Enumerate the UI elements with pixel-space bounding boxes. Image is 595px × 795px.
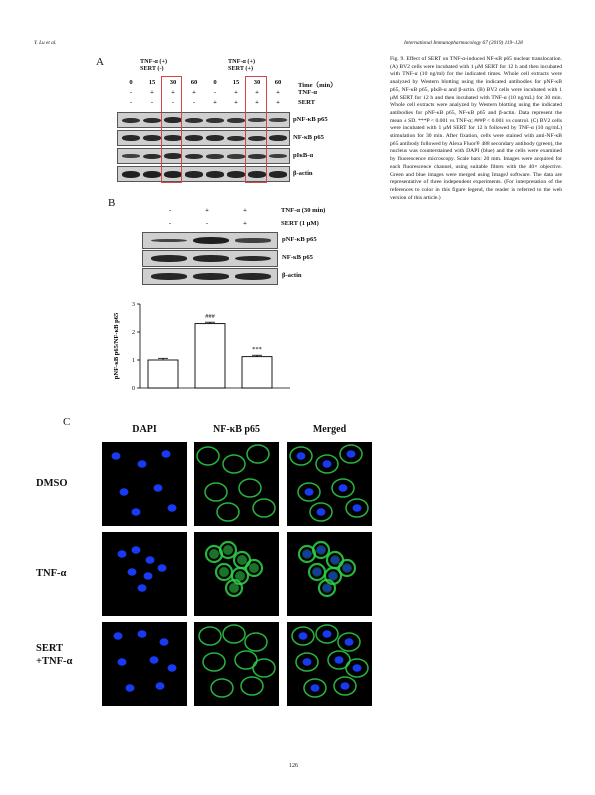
caption-body: (A) BV2 cells were incubated with 1 μM SERT for 12 h and then incubated with TNF-α (10 ng/ml) for the indicated times. Whole cell extracts were analyzed by Western blotting using the indicated antibodies for pNF-κB p65, NF-κB p65, pIκB-α and β-actin. (B) BV2 cells were incubated with 1 μM SERT for 12 h and then incubated with TNF-α (10 ng/mL) for 30 min. Whole cell extracts were analyzed by Western blotting using the indicated antibodies for pNF-κB p65, NF-κB p65 and β-actin. Data represent the mean ± SD. ***P < 0.001 vs TNF-α; ###P < 0.001 vs control. (C) BV2 cells were incubated with 1 μM SERT for 12 h followed by TNF-α (10 ng/mL) stimulation for 30 min. After fixation, cells were stained with anti-NF-κB p65 antibody followed by Alexa Fluor® 488 secondary antibody (green), the nucleus was counterstained with DAPI (blue) and the cells were examined by fluorescence microscopy. Scale bars: 20 mm. Images were acquired for each fluorescence channel, using suitable filters with the 40× objective. Green and blue images were merged using ImageJ software. The data are representative of three independent experiments. (For interpretation of the references to color in this figure legend, the reader is referred to the web version of this article.)	[390, 63, 562, 201]
dapi-nucleus	[118, 658, 127, 666]
panel-a-letter: A	[96, 56, 104, 68]
dapi-nucleus	[317, 508, 326, 516]
dapi-nucleus	[158, 564, 167, 572]
micrograph-1-2	[287, 532, 372, 616]
micrograph-image	[194, 622, 279, 706]
dapi-nucleus	[347, 450, 356, 458]
band	[206, 171, 224, 177]
nfkb-cell	[223, 625, 245, 643]
nfkb-nuclear-signal	[249, 563, 259, 573]
group2-line1: TNF-α (+)	[228, 58, 256, 65]
dapi-nucleus	[353, 664, 362, 672]
band	[151, 239, 187, 243]
nfkb-cell	[217, 503, 239, 521]
bar-0	[148, 360, 178, 388]
band	[269, 154, 287, 158]
time-value-2: 30	[169, 79, 177, 86]
running-header-right: International Immunopharmacology 67 (2019) 119–128	[404, 40, 523, 46]
dapi-nucleus	[168, 504, 177, 512]
dapi-nucleus	[132, 546, 141, 554]
band	[185, 118, 203, 123]
band	[193, 255, 229, 261]
micrograph-image	[102, 442, 187, 526]
micrograph-image	[102, 622, 187, 706]
sert-sign-1: -	[150, 99, 154, 106]
significance-label-1: ###	[205, 313, 215, 321]
nfkb-cell	[203, 653, 225, 671]
band	[227, 154, 245, 159]
nfkb-cell	[211, 679, 233, 697]
nfkb-cell	[247, 445, 269, 463]
micrograph-image	[287, 622, 372, 706]
micrograph-image	[102, 532, 187, 616]
group1-condition	[140, 58, 167, 72]
blot-a-label-3: β-actin	[293, 170, 313, 177]
micrograph-image	[287, 532, 372, 616]
band	[227, 118, 245, 123]
blot-b-2	[142, 268, 278, 285]
b-sert-sign-1: -	[205, 220, 209, 227]
micrograph-0-0	[102, 442, 187, 526]
dapi-nucleus	[335, 656, 344, 664]
dapi-nucleus	[118, 550, 127, 558]
bar-2	[242, 357, 272, 388]
band	[206, 118, 224, 123]
band	[235, 238, 271, 242]
b-tnf-sign-0: -	[168, 207, 172, 214]
highlight-box-30min-group1	[161, 76, 182, 183]
blot-b-1	[142, 250, 278, 267]
nfkb-cell	[223, 455, 245, 473]
sert-sign-6: +	[255, 99, 259, 106]
nfkb-nuclear-signal	[219, 567, 229, 577]
tnf-sign-5: +	[234, 89, 238, 96]
band	[151, 255, 187, 261]
band	[143, 154, 161, 160]
blot-b-label-2: β-actin	[282, 272, 302, 279]
micrograph-2-0	[102, 622, 187, 706]
blot-a-label-1: NF-κB p65	[293, 134, 324, 141]
sert-sign-0: -	[129, 99, 133, 106]
figure-caption	[390, 56, 562, 202]
bar-1	[195, 324, 225, 388]
micrograph-2-1	[194, 622, 279, 706]
band	[269, 171, 287, 177]
dapi-nucleus	[132, 508, 141, 516]
band	[227, 171, 245, 177]
band	[269, 118, 287, 122]
band	[269, 135, 287, 141]
row-header-0: DMSO	[36, 478, 68, 489]
group2-condition	[228, 58, 255, 72]
time-value-3: 60	[190, 79, 198, 86]
row-header-1: TNF-α	[36, 568, 67, 579]
time-value-5: 15	[232, 79, 240, 86]
significance-label-2: ***	[252, 346, 262, 354]
dapi-nucleus	[353, 504, 362, 512]
column-header-1: NF-κB p65	[213, 424, 260, 435]
page-number: 126	[289, 763, 298, 769]
dapi-nucleus	[162, 450, 171, 458]
blot-a-label-2: pIκB-α	[293, 152, 314, 159]
nfkb-cell	[199, 627, 221, 645]
b-sert-sign-2: +	[243, 220, 247, 227]
band	[122, 135, 140, 141]
dapi-nucleus	[168, 664, 177, 672]
dapi-nucleus	[138, 630, 147, 638]
row-header-2: SERT +TNF-α	[36, 643, 73, 667]
running-header-left: Y. Lu et al.	[34, 40, 57, 46]
dapi-nucleus	[323, 630, 332, 638]
b-sert-label: SERT (1 μM)	[281, 220, 319, 227]
dapi-nucleus	[156, 682, 165, 690]
dapi-nucleus	[114, 632, 123, 640]
dapi-nucleus	[138, 584, 147, 592]
dapi-nucleus	[303, 550, 312, 558]
nfkb-cell	[197, 447, 219, 465]
band	[193, 237, 229, 244]
dapi-nucleus	[297, 452, 306, 460]
time-value-1: 15	[148, 79, 156, 86]
nfkb-cell	[241, 677, 263, 695]
time-value-0: 0	[129, 79, 133, 86]
group2-line2: SERT (+)	[228, 65, 254, 72]
panel-b-letter: B	[108, 197, 116, 209]
band	[151, 273, 187, 279]
y-tick-label: 3	[132, 302, 135, 308]
blot-b-label-0: pNF-κB p65	[282, 236, 317, 243]
dapi-nucleus	[138, 460, 147, 468]
time-label: Time（min）	[298, 82, 337, 89]
y-tick-label: 0	[132, 386, 135, 392]
b-sert-sign-0: -	[168, 220, 172, 227]
band	[235, 256, 271, 262]
tnf-sign-1: +	[150, 89, 154, 96]
panel-c-letter: C	[63, 416, 71, 428]
y-tick-label: 2	[132, 330, 135, 336]
dapi-nucleus	[323, 584, 332, 592]
time-value-7: 60	[274, 79, 282, 86]
blot-b-0	[142, 232, 278, 249]
band	[235, 273, 271, 279]
blot-a-label-0: pNF-κB p65	[293, 116, 328, 123]
dapi-nucleus	[128, 568, 137, 576]
dapi-nucleus	[311, 684, 320, 692]
micrograph-2-2	[287, 622, 372, 706]
nfkb-nuclear-signal	[237, 555, 247, 565]
y-tick-label: 1	[132, 358, 135, 364]
nfkb-nuclear-signal	[229, 583, 239, 593]
nfkb-nuclear-signal	[209, 549, 219, 559]
micrograph-image	[194, 442, 279, 526]
dapi-nucleus	[339, 484, 348, 492]
b-tnf-sign-1: +	[205, 207, 209, 214]
b-tnf-sign-2: +	[243, 207, 247, 214]
dapi-nucleus	[144, 572, 153, 580]
tnf-sign-0: -	[129, 89, 133, 96]
dapi-nucleus	[317, 546, 326, 554]
column-header-0: DAPI	[132, 424, 157, 435]
micrograph-image	[194, 532, 279, 616]
dapi-nucleus	[305, 488, 314, 496]
dapi-nucleus	[112, 452, 121, 460]
group1-line1: TNF-α (+)	[140, 58, 168, 65]
nfkb-cell	[239, 479, 261, 497]
sert-sign-3: -	[192, 99, 196, 106]
sert-sign-7: +	[276, 99, 280, 106]
highlight-box-30min-group2	[245, 76, 267, 183]
sert-sign-5: +	[234, 99, 238, 106]
band	[122, 171, 140, 178]
band	[206, 135, 224, 141]
tnf-sign-2: +	[171, 89, 175, 96]
time-value-6: 30	[253, 79, 261, 86]
band	[185, 135, 203, 141]
sert-sign-2: -	[171, 99, 175, 106]
band	[185, 171, 203, 177]
band	[122, 154, 140, 158]
band	[206, 154, 224, 159]
dapi-nucleus	[323, 460, 332, 468]
dapi-nucleus	[329, 572, 338, 580]
tnf-label: TNF-α	[298, 89, 318, 96]
nfkb-cell	[253, 499, 275, 517]
dapi-nucleus	[313, 568, 322, 576]
caption-title: Fig. 9. Effect of SERT on TNF-α-induced NF-κB p65 nuclear translocation.	[390, 56, 562, 62]
band	[143, 135, 161, 141]
micrograph-image	[287, 442, 372, 526]
band	[185, 154, 203, 160]
micrograph-0-2	[287, 442, 372, 526]
dapi-nucleus	[146, 556, 155, 564]
b-tnf-label: TNF-α (30 min)	[281, 207, 326, 214]
band	[193, 273, 229, 279]
group1-line2: SERT (-)	[140, 65, 164, 72]
band	[122, 118, 140, 123]
dapi-nucleus	[160, 638, 169, 646]
dapi-nucleus	[345, 638, 354, 646]
micrograph-1-1	[194, 532, 279, 616]
band	[143, 171, 161, 178]
time-value-4: 0	[213, 79, 217, 86]
micrograph-1-0	[102, 532, 187, 616]
dapi-nucleus	[341, 682, 350, 690]
band	[227, 136, 245, 142]
dapi-nucleus	[126, 684, 135, 692]
dapi-nucleus	[299, 632, 308, 640]
dapi-nucleus	[343, 564, 352, 572]
nfkb-cell	[253, 659, 275, 677]
sert-sign-4: +	[213, 99, 217, 106]
tnf-sign-4: -	[213, 89, 217, 96]
micrograph-0-1	[194, 442, 279, 526]
dapi-nucleus	[120, 488, 129, 496]
column-header-2: Merged	[312, 424, 347, 435]
bar-chart	[108, 298, 298, 400]
dapi-nucleus	[154, 484, 163, 492]
tnf-sign-6: +	[255, 89, 259, 96]
blot-b-label-1: NF-κB p65	[282, 254, 313, 261]
dapi-nucleus	[331, 556, 340, 564]
sert-label: SERT	[298, 99, 315, 106]
dapi-nucleus	[303, 658, 312, 666]
tnf-sign-3: +	[192, 89, 196, 96]
nfkb-nuclear-signal	[223, 545, 233, 555]
tnf-sign-7: +	[276, 89, 280, 96]
y-axis-label: pNF-κB p65/NF-κB p65	[113, 312, 120, 380]
nfkb-cell	[205, 483, 227, 501]
nfkb-cell	[245, 633, 267, 651]
band	[143, 118, 161, 124]
dapi-nucleus	[150, 656, 159, 664]
